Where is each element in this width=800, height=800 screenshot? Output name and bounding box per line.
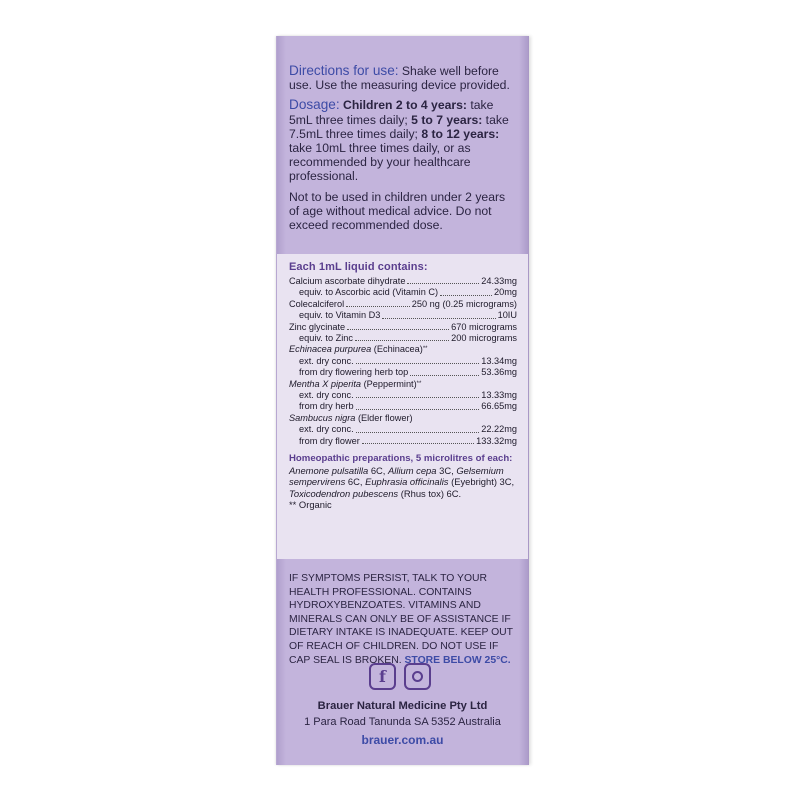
dosage-heading: Dosage: — [289, 97, 340, 113]
company-name: Brauer Natural Medicine Pty Ltd — [317, 700, 488, 712]
ingredient-label: from dry herb — [299, 401, 354, 412]
organic-mark: ** — [422, 346, 428, 353]
ingredients-heading: Each 1mL liquid contains: — [289, 261, 428, 273]
herb-latin-name: Mentha X piperita — [289, 378, 362, 389]
leader-dots — [347, 329, 449, 330]
product-box-side-panel — [276, 36, 529, 765]
herb-latin-name: Sambucus nigra — [289, 412, 356, 423]
warning-body: IF SYMPTOMS PERSIST, TALK TO YOUR HEALTH PROFESSIONAL. CONTAINS HYDROXYBENZOATES. VITAMINS AND MINERALS CAN ONLY BE OF ASSISTANCE IF DIETARY INTAKE IS INADEQUATE. KEEP OUT OF REACH OF CHILDREN. DO NOT USE IF CAP SEAL IS BROKEN. — [289, 573, 513, 666]
remedy-potency: 6C, — [345, 476, 366, 488]
ingredient-row — [289, 299, 517, 310]
ingredient-value: 133.32mg — [476, 435, 517, 446]
ingredient-row — [289, 333, 517, 344]
leader-dots — [440, 295, 492, 296]
facebook-glyph: f — [379, 667, 386, 686]
herb-common-name: (Peppermint) — [361, 378, 417, 389]
remedy-name: Euphrasia officinalis — [365, 476, 449, 488]
dosage-text-3: take 10mL three times daily, or as recommended by your healthcare professional. — [289, 141, 471, 184]
leader-dots — [346, 306, 410, 307]
ingredient-row — [289, 287, 517, 298]
leader-dots — [356, 363, 480, 364]
warning-text — [289, 572, 517, 667]
organic-footnote: ** Organic — [289, 499, 332, 511]
leader-dots — [356, 397, 480, 398]
dosage-group-1: Children 2 to 4 years: — [339, 98, 467, 113]
herb-row — [289, 379, 517, 390]
ingredient-label: ext. dry conc. — [299, 355, 354, 366]
homeopathic-section — [289, 453, 517, 511]
herb-row — [289, 344, 517, 355]
remedy-name: Gelsemium sempervirens — [289, 464, 504, 488]
ingredient-row — [289, 401, 517, 412]
ingredient-label: equiv. to Zinc — [299, 333, 353, 344]
herb-name — [289, 379, 421, 390]
ingredient-label: equiv. to Ascorbic acid (Vitamin C) — [299, 287, 439, 298]
dosage-group-3: 8 to 12 years: — [421, 126, 500, 141]
ingredient-row — [289, 322, 517, 333]
dosage-paragraph — [289, 98, 517, 183]
ingredient-value: 13.34mg — [481, 355, 517, 366]
instagram-icon[interactable] — [404, 663, 431, 690]
ingredient-value: 13.33mg — [481, 390, 517, 401]
facebook-icon[interactable] — [369, 663, 396, 690]
organic-mark: ** — [416, 380, 422, 387]
ingredient-value: 24.33mg — [481, 276, 517, 286]
ingredient-label: ext. dry conc. — [299, 390, 354, 401]
ingredient-value: 66.65mg — [481, 401, 517, 412]
remedy-name: Anemone pulsatilla — [289, 464, 369, 476]
ingredient-row — [289, 276, 517, 287]
herb-common-name: (Echinacea) — [371, 344, 423, 355]
herb-row — [289, 413, 517, 424]
ingredient-row — [289, 436, 517, 447]
homeopathic-heading: Homeopathic preparations, 5 microlitres of each: — [289, 453, 513, 465]
caution-paragraph: Not to be used in children under 2 years of age without medical advice. Do not exceed recommended dose. — [289, 189, 506, 233]
ingredient-value: 53.36mg — [481, 367, 517, 378]
ingredient-value: 670 micrograms — [451, 321, 517, 332]
ingredient-value: 22.22mg — [481, 424, 517, 435]
ingredient-label: Calcium ascorbate dihydrate — [289, 276, 406, 286]
ingredient-value: 200 micrograms — [451, 333, 517, 344]
leader-dots — [410, 375, 479, 376]
ingredient-label: Colecalciferol — [289, 298, 345, 309]
leader-dots — [407, 283, 479, 284]
directions-paragraph — [289, 64, 517, 92]
storage-instruction: STORE BELOW 25°C. — [404, 654, 511, 666]
homeopathic-list — [289, 465, 517, 500]
ingredient-value: 250 ng (0.25 micrograms) — [411, 298, 517, 309]
dosage-group-2: 5 to 7 years: — [411, 112, 483, 127]
remedy-name: Allium cepa — [388, 464, 437, 476]
social-icons — [369, 663, 431, 690]
directions-text: Shake well before use. Use the measuring device provided. — [289, 64, 510, 93]
ingredient-label: ext. dry conc. — [299, 424, 354, 435]
ingredients-table — [289, 261, 517, 511]
ingredient-row — [289, 390, 517, 401]
remedy-potency: 3C, — [436, 464, 457, 476]
ingredient-row — [289, 310, 517, 321]
leader-dots — [362, 443, 474, 444]
ingredients-panel — [277, 254, 528, 559]
directions-heading: Directions for use: — [289, 63, 399, 78]
ingredient-row — [289, 356, 517, 367]
ingredient-label: equiv. to Vitamin D3 — [299, 310, 381, 321]
company-website-link[interactable]: brauer.com.au — [361, 733, 444, 747]
ingredient-label: Zinc glycinate — [289, 321, 346, 332]
ingredient-value: 20mg — [494, 287, 517, 298]
ingredient-row — [289, 367, 517, 378]
dosage-text-2: take 7.5mL three times daily; — [289, 112, 509, 141]
leader-dots — [355, 340, 449, 341]
remedy-name: Toxicodendron pubescens — [289, 487, 399, 499]
remedy-potency: (Rhus tox) 6C. — [398, 487, 462, 499]
herb-common-name: (Elder flower) — [355, 412, 413, 423]
remedy-potency: 6C, — [368, 464, 389, 476]
ingredient-label: from dry flowering herb top — [299, 367, 409, 378]
dosage-text-1: take 5mL three times daily; — [289, 98, 494, 127]
leader-dots — [356, 409, 480, 410]
remedy-potency: (Eyebright) 3C, — [448, 476, 515, 488]
directions-section — [289, 64, 517, 238]
instagram-lens — [412, 671, 423, 682]
herb-name — [289, 413, 413, 424]
ingredient-value: 10IU — [497, 310, 517, 321]
herb-latin-name: Echinacea purpurea — [289, 344, 372, 355]
company-address: 1 Para Road Tanunda SA 5352 Australia — [304, 716, 501, 728]
leader-dots — [382, 318, 495, 319]
herb-name — [289, 344, 428, 355]
ingredient-label: from dry flower — [299, 435, 360, 446]
leader-dots — [356, 432, 480, 433]
ingredient-row — [289, 424, 517, 435]
